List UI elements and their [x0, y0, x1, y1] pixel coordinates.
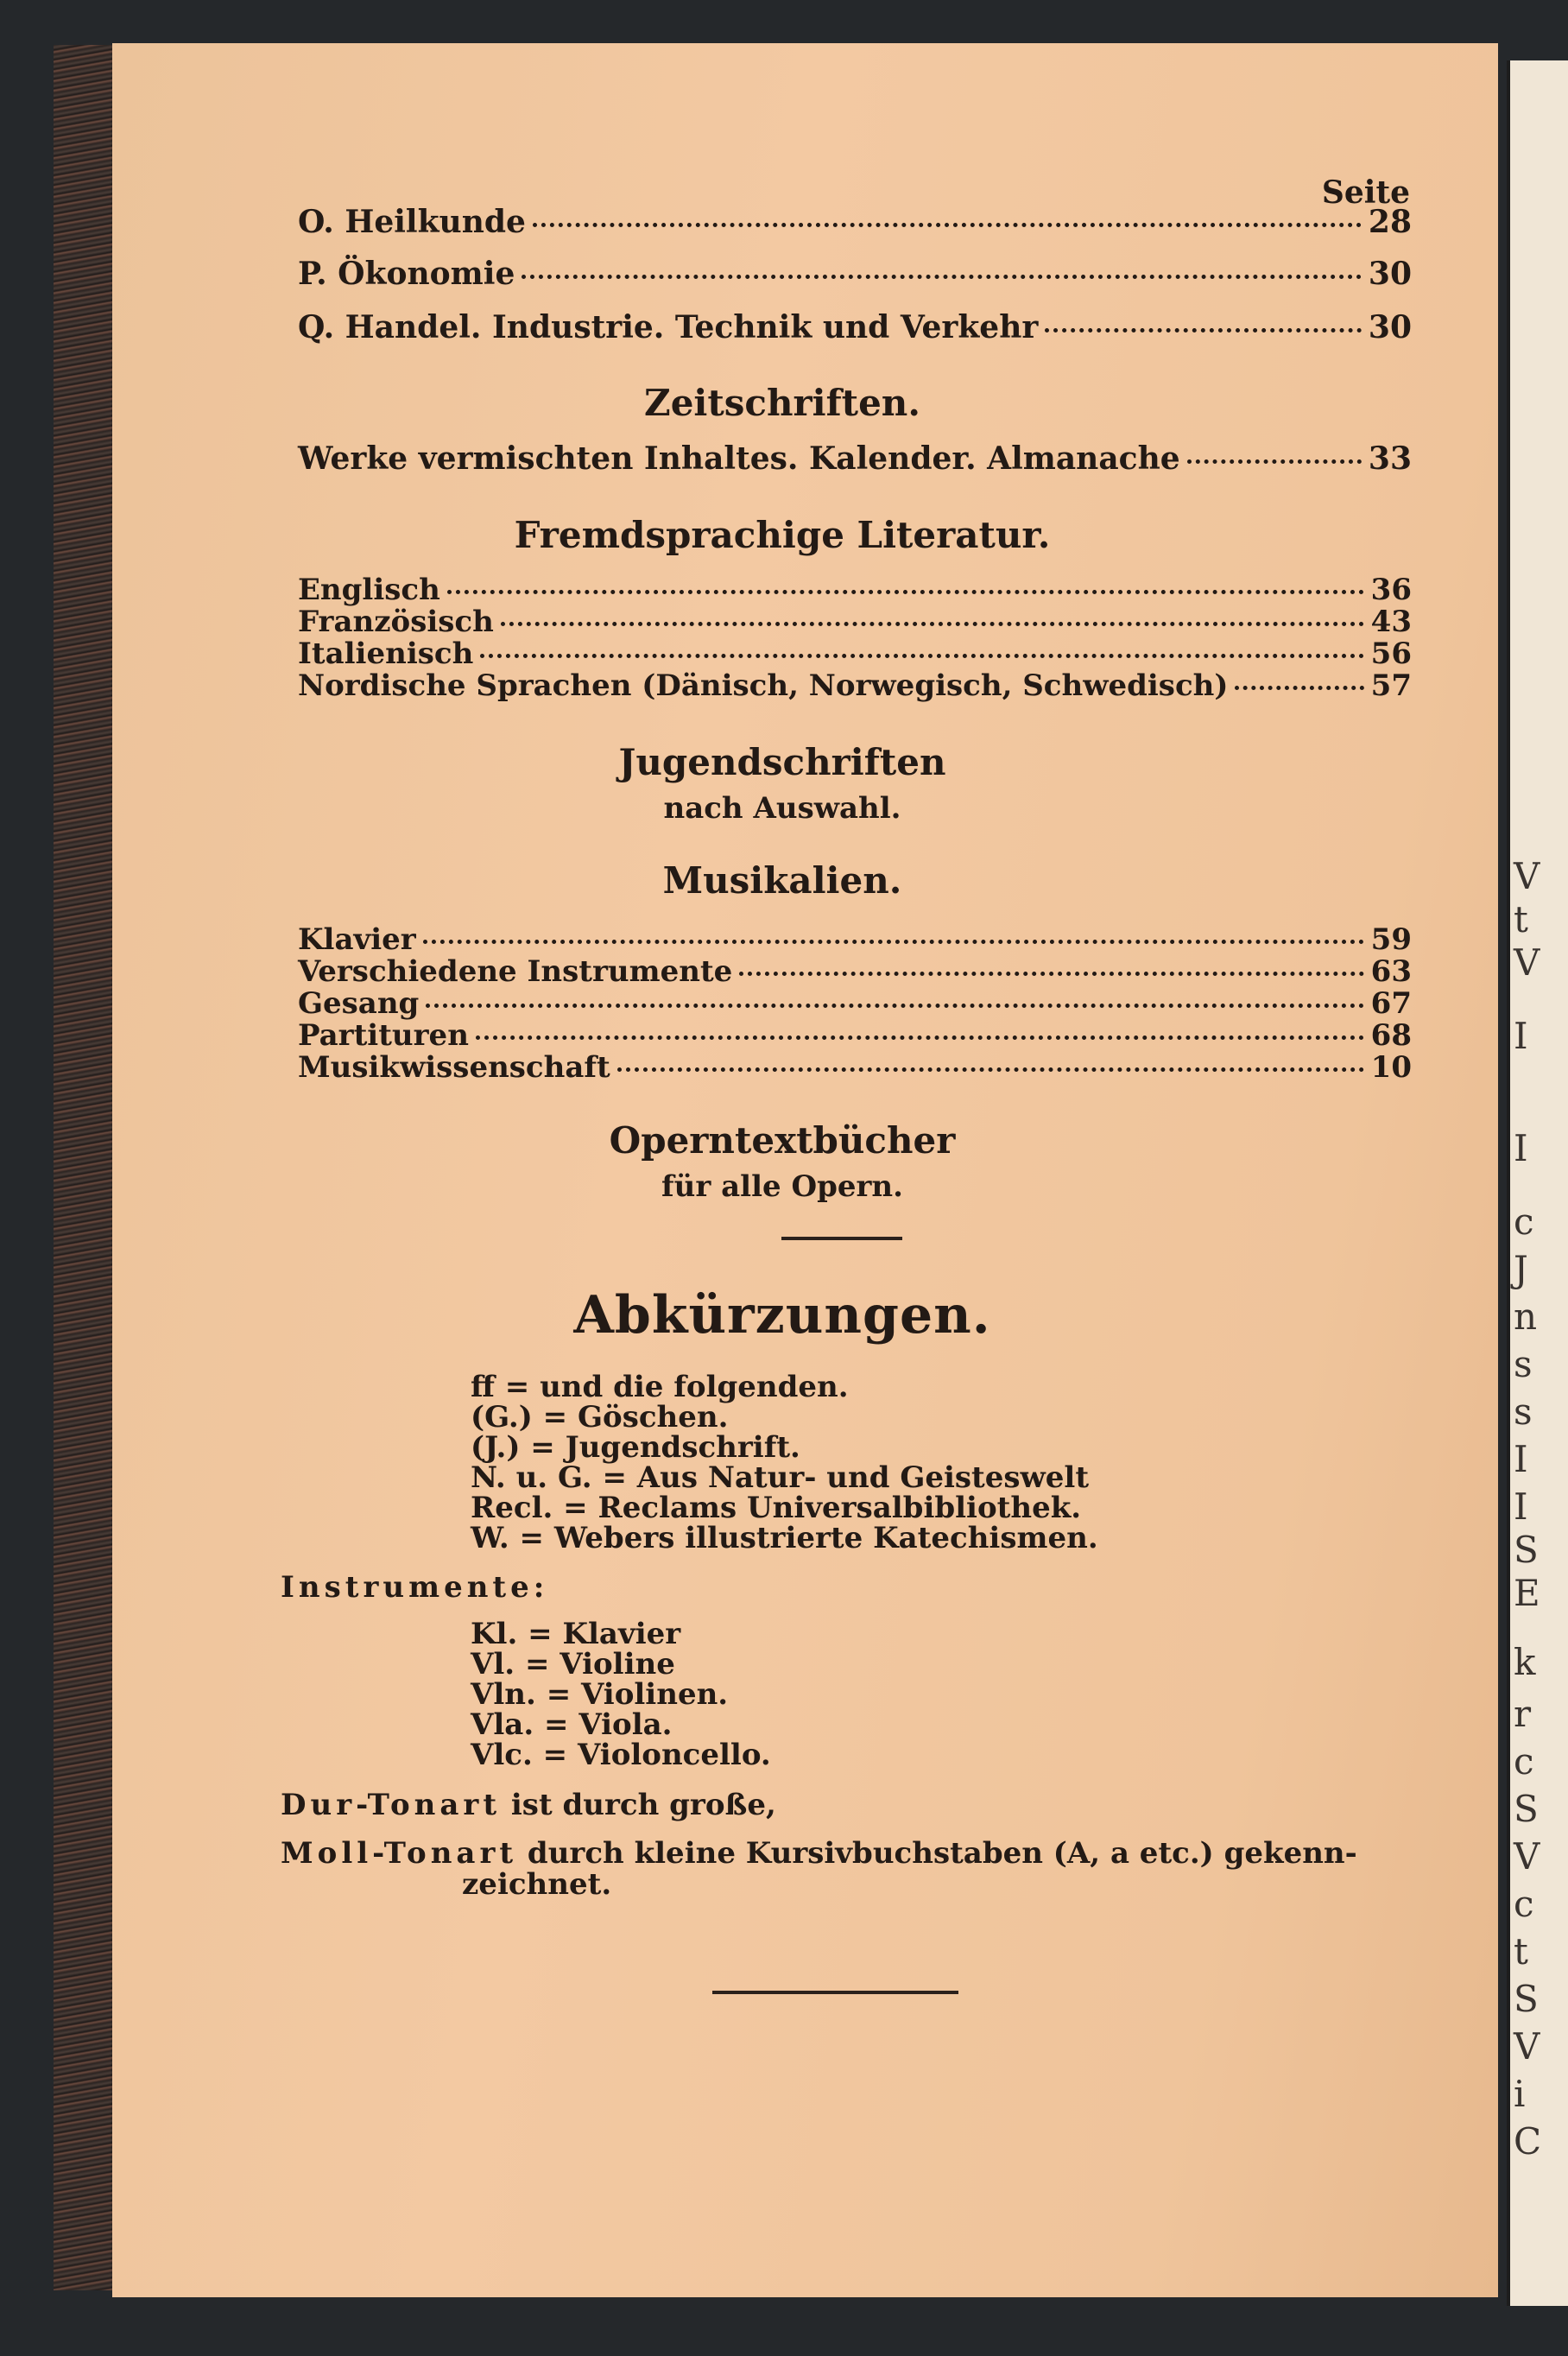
instruments-label: Instrumente: — [281, 1570, 549, 1605]
facing-page-fragment: V — [1514, 2025, 1540, 2068]
page-column-header: Seite — [1321, 174, 1410, 211]
toc-entry-page: 30 — [1368, 309, 1412, 345]
toc-entry-label: Musikwissenschaft — [298, 1050, 610, 1085]
abbreviation-line: (G.) = Göschen. — [471, 1400, 729, 1434]
toc-entry-label: Partituren — [298, 1018, 469, 1053]
facing-page-fragment: t — [1514, 898, 1528, 940]
divider-line — [712, 1991, 958, 1994]
facing-page-fragment: i — [1514, 2073, 1526, 2115]
toc-entry — [298, 668, 1412, 703]
toc-entry-page: 28 — [1368, 204, 1412, 240]
section-subtitle: für alle Opern. — [661, 1169, 903, 1204]
toc-entry-label: Italienisch — [298, 636, 474, 671]
section-heading-musikalien: Musikalien. — [662, 859, 902, 902]
toc-entry-page: 57 — [1370, 668, 1412, 703]
toc-entry-page: 59 — [1370, 922, 1412, 957]
instrument-abbreviation: Vln. = Violinen. — [471, 1677, 729, 1712]
toc-entry-page: 67 — [1370, 986, 1412, 1021]
abbreviation-line: (J.) = Jugendschrift. — [471, 1430, 800, 1465]
leader-dots — [1187, 459, 1362, 464]
toc-entry — [298, 986, 1412, 1021]
facing-page-fragment: V — [1514, 941, 1540, 984]
toc-entry-label: Nordische Sprachen (Dänisch, Norwegisch, Schwedisch) — [298, 668, 1229, 703]
leader-dots — [480, 654, 1363, 658]
leader-dots — [501, 622, 1364, 626]
instrument-abbreviation: Vlc. = Violoncello. — [471, 1738, 771, 1772]
leader-dots — [533, 223, 1362, 227]
facing-page-fragment: V — [1514, 855, 1540, 897]
instrument-abbreviation: Vl. = Violine — [471, 1647, 675, 1682]
leader-dots — [476, 1036, 1364, 1040]
toc-entry — [298, 954, 1412, 989]
facing-page-fragment: V — [1514, 1835, 1540, 1878]
section-heading-zeitschriften: Zeitschriften. — [644, 382, 920, 424]
toc-entry — [298, 605, 1412, 639]
book-page — [112, 43, 1498, 2297]
toc-entry-label: Q. Handel. Industrie. Technik und Verkehr — [298, 309, 1039, 345]
toc-entry-label: Verschiedene Instrumente — [298, 954, 733, 989]
leader-dots — [447, 590, 1364, 594]
leader-dots — [1235, 686, 1363, 690]
toc-entry — [298, 204, 1412, 240]
facing-page-fragment: I — [1514, 1127, 1528, 1169]
facing-page-fragment: I — [1514, 1438, 1528, 1480]
toc-entry-label: Klavier — [298, 922, 416, 957]
dur-tonart-text: ist durch große, — [510, 1788, 776, 1822]
section-heading-operntextbuecher: Operntextbücher — [609, 1119, 956, 1162]
toc-entry — [298, 922, 1412, 957]
toc-entry — [298, 1018, 1412, 1053]
leader-dots — [1045, 328, 1362, 332]
toc-entry-label: Werke vermischten Inhaltes. Kalender. Almanache — [298, 440, 1180, 477]
instrument-abbreviation: Kl. = Klavier — [471, 1617, 681, 1651]
abbreviation-line: ff = und die folgenden. — [471, 1370, 849, 1404]
facing-page-fragment: n — [1514, 1295, 1538, 1338]
facing-page-fragment: C — [1514, 2120, 1542, 2163]
facing-page-fragment: S — [1514, 1978, 1539, 2020]
toc-entry-label: Französisch — [298, 605, 494, 639]
toc-entry-page: 30 — [1368, 256, 1412, 292]
abbreviation-line: N. u. G. = Aus Natur- und Geisteswelt — [471, 1460, 1090, 1495]
toc-entry-page: 10 — [1370, 1050, 1412, 1085]
facing-page-fragment: s — [1514, 1390, 1533, 1433]
toc-entry-page: 63 — [1370, 954, 1412, 989]
section-heading-jugendschriften: Jugendschriften — [618, 741, 946, 783]
toc-entry-page: 43 — [1370, 605, 1412, 639]
abbreviation-line: W. = Webers illustrierte Katechismen. — [471, 1521, 1098, 1555]
instrument-abbreviation: Vla. = Viola. — [471, 1707, 673, 1742]
facing-page-fragment: c — [1514, 1883, 1534, 1925]
facing-page-fragment: S — [1514, 1529, 1539, 1571]
facing-page-fragment: S — [1514, 1788, 1539, 1830]
toc-entry — [298, 1050, 1412, 1085]
facing-page-fragment: c — [1514, 1200, 1534, 1243]
toc-entry-page: 56 — [1370, 636, 1412, 671]
toc-entry-label: Gesang — [298, 986, 420, 1021]
toc-entry — [298, 573, 1412, 607]
leader-dots — [739, 972, 1363, 976]
toc-entry — [298, 440, 1412, 477]
section-subtitle: nach Auswahl. — [663, 791, 901, 826]
toc-entry-label: O. Heilkunde — [298, 204, 526, 240]
facing-page-edge — [1507, 60, 1568, 2306]
abbreviations-title: Abkürzungen. — [573, 1285, 991, 1346]
facing-page-fragment: E — [1514, 1572, 1540, 1614]
facing-page-fragment: J — [1514, 1248, 1528, 1290]
dur-tonart-term: Dur-Tonart — [281, 1788, 502, 1822]
leader-dots — [423, 940, 1364, 944]
toc-entry-page: 68 — [1370, 1018, 1412, 1053]
facing-page-fragment: t — [1514, 1930, 1528, 1973]
leader-dots — [426, 1004, 1363, 1008]
moll-tonart-continuation: zeichnet. — [462, 1867, 612, 1902]
toc-entry — [298, 636, 1412, 671]
section-heading-fremdsprachige-literatur: Fremdsprachige Literatur. — [514, 514, 1051, 556]
moll-tonart-text: durch kleine Kursivbuchstaben (A, a etc.) gekenn- — [527, 1836, 1357, 1871]
facing-page-fragment: k — [1514, 1641, 1536, 1683]
leader-dots — [617, 1067, 1364, 1072]
facing-page-fragment: s — [1514, 1343, 1533, 1385]
abbreviation-line: Recl. = Reclams Universalbibliothek. — [471, 1491, 1082, 1525]
dur-tonart-note — [281, 1788, 776, 1822]
toc-entry — [298, 309, 1412, 345]
toc-entry — [298, 256, 1412, 292]
divider-line — [781, 1237, 902, 1240]
facing-page-fragment: I — [1514, 1485, 1528, 1528]
toc-entry-label: P. Ökonomie — [298, 256, 515, 292]
toc-entry-page: 36 — [1370, 573, 1412, 607]
leader-dots — [522, 275, 1362, 279]
moll-tonart-term: Moll-Tonart — [281, 1836, 518, 1871]
book-spine-edge — [54, 45, 114, 2290]
facing-page-fragment: c — [1514, 1740, 1534, 1783]
toc-entry-page: 33 — [1368, 440, 1412, 477]
moll-tonart-note — [281, 1836, 1357, 1871]
toc-entry-label: Englisch — [298, 573, 440, 607]
facing-page-fragment: r — [1514, 1693, 1532, 1735]
facing-page-fragment: I — [1514, 1015, 1528, 1057]
